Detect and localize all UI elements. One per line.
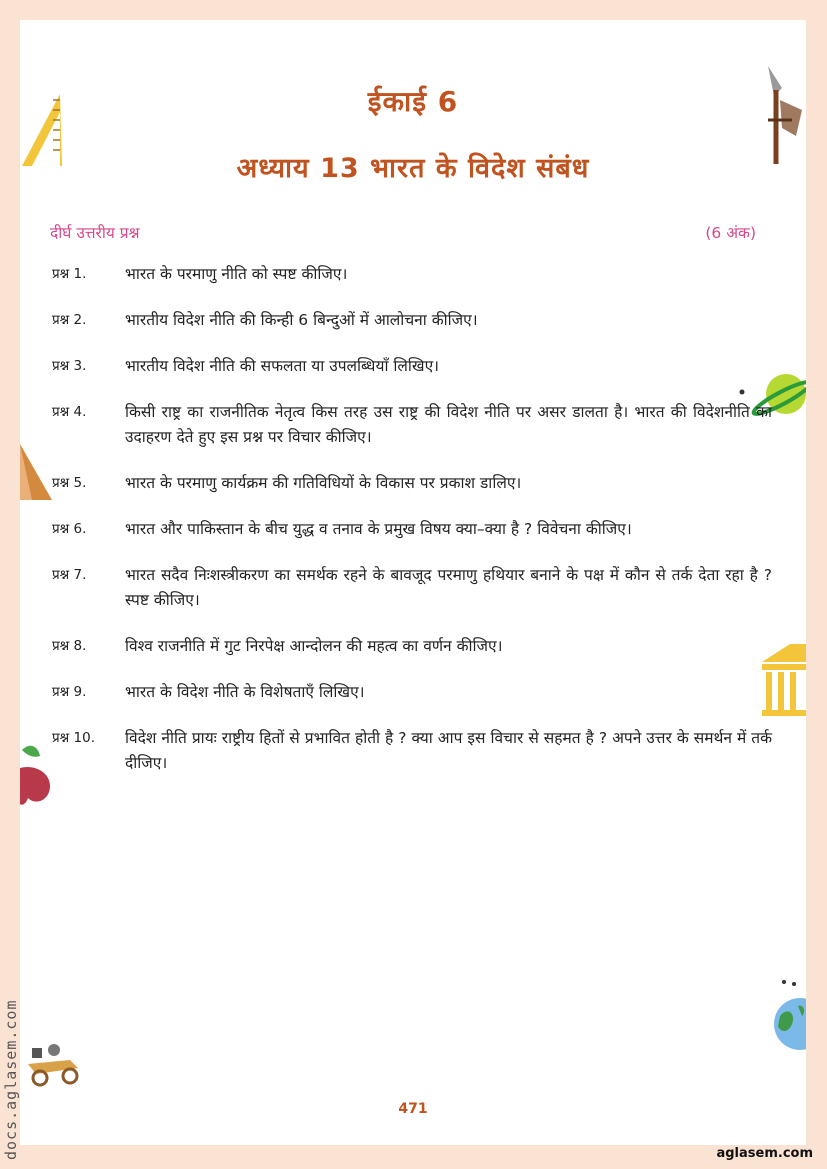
pyramid-icon	[20, 442, 54, 502]
question-number: प्रश्न 10.	[52, 730, 95, 746]
chapter-title: अध्याय 13 भारत के विदेश संबंध	[236, 153, 590, 184]
question-item	[52, 262, 782, 287]
question-text: भारतीय विदेश नीति की किन्ही 6 बिन्दुओं में आलोचना कीजिए।	[125, 311, 478, 329]
question-text: भारत के परमाणु नीति को स्पष्ट कीजिए।	[125, 265, 348, 283]
cart-icon	[26, 1038, 82, 1088]
footer-brand: aglasem.com	[716, 1146, 813, 1161]
question-number: प्रश्न 5.	[52, 475, 87, 491]
question-number: प्रश्न 9.	[52, 684, 87, 700]
question-text: भारत के परमाणु कार्यक्रम की गतिविधियों के विकास पर प्रकाश डालिए।	[125, 474, 522, 492]
page-sheet	[20, 20, 806, 1145]
unit-title: ईकाई 6	[367, 85, 459, 118]
globe-icon	[770, 976, 806, 1054]
question-text: विश्व राजनीति में गुट निरपेक्ष आन्दोलन की महत्व का वर्णन कीजिए।	[125, 637, 503, 655]
question-list	[52, 262, 782, 797]
question-item	[52, 726, 782, 776]
question-text: विदेश नीति प्रायः राष्ट्रीय हितों से प्रभावित होती है ? क्या आप इस विचार से सहमत है ? अपने उत्तर के समर्थन में तर्क दीजिए।	[125, 729, 772, 772]
question-number: प्रश्न 4.	[52, 404, 87, 420]
fruit-icon	[20, 742, 54, 808]
question-item	[52, 354, 782, 379]
question-number: प्रश्न 3.	[52, 358, 87, 374]
question-item	[52, 308, 782, 333]
question-item	[52, 634, 782, 659]
question-item	[52, 400, 782, 450]
question-number: प्रश्न 7.	[52, 567, 87, 583]
side-watermark: docs.aglasem.com	[2, 999, 20, 1160]
question-text: भारत सदैव निःशस्त्रीकरण का समर्थक रहने के बावजूद परमाणु हथियार बनाने के पक्ष में कौन से तर्क देता रहा है ? स्पष्ट कीजिए।	[125, 566, 772, 609]
section-marks: (6 अंक)	[705, 224, 756, 242]
question-number: प्रश्न 8.	[52, 638, 87, 654]
question-item	[52, 471, 782, 496]
question-text: भारत और पाकिस्तान के बीच युद्ध व तनाव के प्रमुख विषय क्या–क्या है ? विवेचना कीजिए।	[125, 520, 632, 538]
question-item	[52, 680, 782, 705]
question-item	[52, 517, 782, 542]
question-number: प्रश्न 2.	[52, 312, 87, 328]
question-item	[52, 563, 782, 613]
question-text: किसी राष्ट्र का राजनीतिक नेतृत्व किस तरह उस राष्ट्र की विदेश नीति पर असर डालता है। भारत की विदेशनीति का उदाहरण देते हुए इस प्रश्न पर विचार कीजिए।	[125, 403, 772, 446]
section-header	[50, 221, 756, 243]
question-text: भारत के विदेश नीति के विशेषताएँ लिखिए।	[125, 683, 365, 701]
question-number: प्रश्न 1.	[52, 266, 87, 282]
section-label: दीर्घ उत्तरीय प्रश्न	[50, 224, 140, 242]
question-text: भारतीय विदेश नीति की सफलता या उपलब्धियाँ लिखिए।	[125, 357, 440, 375]
question-number: प्रश्न 6.	[52, 521, 87, 537]
page-number: 471	[398, 1101, 428, 1117]
